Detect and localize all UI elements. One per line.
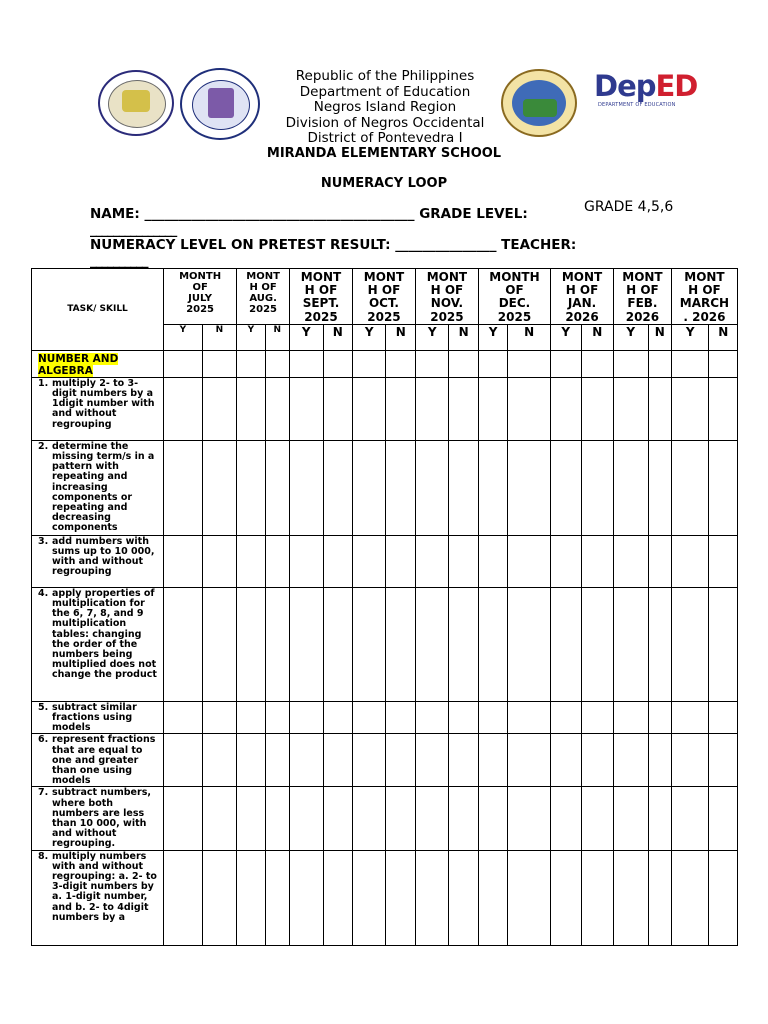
table-row	[32, 440, 738, 535]
checkbox-cell[interactable]	[508, 587, 551, 701]
checkbox-cell[interactable]	[164, 535, 203, 587]
checkbox-cell[interactable]	[551, 787, 581, 850]
task-text: multiply 2- to 3-digit numbers by a 1digit number with and without regrouping	[52, 377, 155, 430]
table-row	[32, 377, 738, 440]
month-line: 2025	[430, 309, 464, 324]
month-line: 2025	[249, 304, 278, 315]
checkbox-cell[interactable]	[265, 377, 289, 440]
checkbox-cell[interactable]	[648, 440, 671, 535]
month-line: OF	[505, 283, 524, 298]
task-skill-cell	[32, 701, 164, 734]
checkbox-cell[interactable]	[290, 350, 324, 377]
checkbox-cell[interactable]	[290, 587, 324, 701]
month-header-july	[164, 269, 237, 325]
task-skill-cell	[32, 587, 164, 701]
checkbox-cell[interactable]	[671, 440, 709, 535]
month-header-oct	[352, 269, 415, 325]
checkbox-cell[interactable]	[237, 850, 265, 945]
month-line: H OF	[430, 283, 464, 298]
checkbox-cell[interactable]	[671, 587, 709, 701]
checkbox-cell[interactable]	[614, 377, 649, 440]
checkbox-cell[interactable]	[265, 787, 289, 850]
yes-header: Y	[290, 324, 324, 350]
checkbox-cell[interactable]	[581, 535, 614, 587]
checkbox-cell[interactable]	[352, 535, 386, 587]
checkbox-cell[interactable]	[323, 440, 352, 535]
checkbox-cell[interactable]	[202, 535, 237, 587]
checkbox-cell[interactable]	[352, 701, 386, 734]
checkbox-cell[interactable]	[265, 587, 289, 701]
division-seal-logo	[98, 70, 174, 136]
checkbox-cell[interactable]	[386, 350, 415, 377]
checkbox-cell[interactable]	[581, 587, 614, 701]
month-line: H OF	[565, 283, 599, 298]
checkbox-cell[interactable]	[581, 734, 614, 787]
no-header: N	[386, 324, 415, 350]
no-header: N	[508, 324, 551, 350]
checkbox-cell[interactable]	[290, 440, 324, 535]
task-text: multiply numbers with and without regrouping: a. 2- to 3-digit numbers by a. 1-digit number, and b. 2- to 4digit numbers by a	[52, 850, 157, 923]
checkbox-cell[interactable]	[508, 734, 551, 787]
checkbox-cell[interactable]	[265, 535, 289, 587]
checkbox-cell[interactable]	[237, 587, 265, 701]
month-line: NOV.	[430, 296, 464, 311]
checkbox-cell[interactable]	[614, 350, 649, 377]
checkbox-cell[interactable]	[449, 734, 478, 787]
checkbox-cell[interactable]	[614, 701, 649, 734]
checkbox-cell[interactable]	[614, 535, 649, 587]
month-header-nov	[415, 269, 478, 325]
checkbox-cell[interactable]	[164, 587, 203, 701]
checkbox-cell[interactable]	[323, 850, 352, 945]
task-skill-cell	[32, 377, 164, 440]
checkbox-cell[interactable]	[581, 350, 614, 377]
table-header-row	[32, 269, 738, 325]
numeracy-teacher-line-continuation: __________	[90, 253, 148, 269]
checkbox-cell[interactable]	[581, 850, 614, 945]
checkbox-cell[interactable]	[709, 350, 738, 377]
checkbox-cell[interactable]	[648, 701, 671, 734]
task-text: determine the missing term/s in a pattern with repeating and increasing components or repeating and decreasing components	[52, 440, 155, 534]
checkbox-cell[interactable]	[415, 587, 449, 701]
checkbox-cell[interactable]	[648, 350, 671, 377]
checkbox-cell[interactable]	[265, 350, 289, 377]
checkbox-cell[interactable]	[164, 850, 203, 945]
month-line: SEPT.	[302, 296, 340, 311]
header-line-department: Department of Education	[299, 83, 471, 100]
month-line: H OF	[249, 282, 277, 293]
deped-subtitle: DEPARTMENT OF EDUCATION	[598, 102, 676, 108]
month-line: MONT	[622, 270, 663, 284]
checkbox-cell[interactable]	[323, 587, 352, 701]
month-line: MONTH	[179, 271, 222, 282]
task-text: add numbers with sums up to 10 000, with and without regrouping	[52, 535, 155, 578]
checkbox-cell[interactable]	[202, 787, 237, 850]
header-line-district: District of Pontevedra I	[307, 130, 463, 146]
checkbox-cell[interactable]	[709, 701, 738, 734]
checkbox-cell[interactable]	[508, 350, 551, 377]
checkbox-cell[interactable]	[449, 850, 478, 945]
table-row	[32, 587, 738, 701]
task-number: 4.	[38, 587, 49, 599]
checkbox-cell[interactable]	[202, 350, 237, 377]
checkbox-cell[interactable]	[508, 787, 551, 850]
checkbox-cell[interactable]	[508, 850, 551, 945]
checkbox-cell[interactable]	[648, 535, 671, 587]
yes-header: Y	[415, 324, 449, 350]
checkbox-cell[interactable]	[648, 587, 671, 701]
checkbox-cell[interactable]	[164, 440, 203, 535]
month-line: 2025	[497, 309, 532, 324]
checkbox-cell[interactable]	[290, 734, 324, 787]
checkbox-cell[interactable]	[352, 734, 386, 787]
checkbox-cell[interactable]	[290, 535, 324, 587]
category-row	[32, 350, 738, 377]
checkbox-cell[interactable]	[478, 701, 507, 734]
task-skill-header: TASK/ SKILL	[32, 269, 164, 351]
checkbox-cell[interactable]	[290, 377, 324, 440]
checkbox-cell[interactable]	[202, 734, 237, 787]
task-rows	[32, 377, 738, 945]
table-row	[32, 701, 738, 734]
checkbox-cell[interactable]	[323, 734, 352, 787]
yes-header: Y	[352, 324, 386, 350]
checkbox-cell[interactable]	[202, 377, 237, 440]
task-number: 5.	[38, 701, 49, 713]
checkbox-cell[interactable]	[478, 587, 507, 701]
task-skill-cell	[32, 440, 164, 535]
no-header: N	[648, 324, 671, 350]
checkbox-cell[interactable]	[237, 787, 265, 850]
no-header: N	[709, 324, 738, 350]
checkbox-cell[interactable]	[709, 587, 738, 701]
checkbox-cell[interactable]	[415, 535, 449, 587]
yes-header: Y	[551, 324, 581, 350]
school-name: MIRANDA ELEMENTARY SCHOOL	[266, 146, 502, 161]
month-line: 2025	[304, 309, 338, 324]
checkbox-cell[interactable]	[415, 350, 449, 377]
checkbox-cell[interactable]	[648, 850, 671, 945]
checkbox-cell[interactable]	[386, 850, 415, 945]
checkbox-cell[interactable]	[449, 377, 478, 440]
checkbox-cell[interactable]	[323, 701, 352, 734]
yes-header: Y	[614, 324, 649, 350]
month-line: H OF	[626, 283, 659, 298]
checkbox-cell[interactable]	[478, 350, 507, 377]
task-skill-cell	[32, 535, 164, 587]
checkbox-cell[interactable]	[671, 350, 709, 377]
numeracy-teacher-line: NUMERACY LEVEL ON PRETEST RESULT: _______________ TEACHER:	[90, 237, 577, 253]
checkbox-cell[interactable]	[323, 377, 352, 440]
checkbox-cell[interactable]	[202, 701, 237, 734]
checkbox-cell[interactable]	[449, 535, 478, 587]
checkbox-cell[interactable]	[581, 440, 614, 535]
checkbox-cell[interactable]	[202, 850, 237, 945]
checkbox-cell[interactable]	[386, 734, 415, 787]
checkbox-cell[interactable]	[237, 701, 265, 734]
checkbox-cell[interactable]	[237, 350, 265, 377]
no-header: N	[581, 324, 614, 350]
month-line: MONT	[684, 270, 725, 284]
month-header-aug	[237, 269, 290, 325]
month-line: H OF	[304, 283, 338, 298]
checkbox-cell[interactable]	[551, 440, 581, 535]
checkbox-cell[interactable]	[581, 377, 614, 440]
task-number: 6.	[38, 734, 49, 746]
checkbox-cell[interactable]	[386, 440, 415, 535]
checkbox-cell[interactable]	[709, 440, 738, 535]
task-skill-cell	[32, 734, 164, 787]
checkbox-cell[interactable]	[551, 701, 581, 734]
category-label: NUMBER AND ALGEBRA	[38, 352, 119, 377]
checkbox-cell[interactable]	[237, 377, 265, 440]
checkbox-cell[interactable]	[709, 734, 738, 787]
checkbox-cell[interactable]	[415, 440, 449, 535]
checkbox-cell[interactable]	[671, 377, 709, 440]
name-grade-line: NAME: ________________________________________ GRADE LEVEL:	[90, 206, 528, 222]
header-line-division: Division of Negros Occidental	[285, 114, 485, 131]
checkbox-cell[interactable]	[237, 734, 265, 787]
checkbox-cell[interactable]	[415, 850, 449, 945]
checkbox-cell[interactable]	[352, 377, 386, 440]
checkbox-cell[interactable]	[648, 734, 671, 787]
header-line-republic: Republic of the Philippines	[295, 68, 475, 84]
checkbox-cell[interactable]	[709, 377, 738, 440]
checkbox-cell[interactable]	[415, 734, 449, 787]
category-cell	[32, 350, 164, 377]
checkbox-cell[interactable]	[671, 535, 709, 587]
no-header: N	[202, 324, 237, 350]
task-text: apply properties of multiplication for the 6, 7, 8, and 9 multiplication tables: changing the order of the numbers being multiplied does not change the product	[52, 587, 157, 681]
checkbox-cell[interactable]	[709, 787, 738, 850]
month-header-feb	[614, 269, 672, 325]
checkbox-cell[interactable]	[290, 850, 324, 945]
month-header-dec	[478, 269, 550, 325]
table-row	[32, 734, 738, 787]
checkbox-cell[interactable]	[323, 787, 352, 850]
yes-header: Y	[671, 324, 709, 350]
checkbox-cell[interactable]	[352, 440, 386, 535]
checkbox-cell[interactable]	[508, 701, 551, 734]
checkbox-cell[interactable]	[352, 350, 386, 377]
checkbox-cell[interactable]	[449, 587, 478, 701]
no-header: N	[449, 324, 478, 350]
checkbox-cell[interactable]	[671, 787, 709, 850]
month-line: MONT	[561, 270, 603, 284]
checkbox-cell[interactable]	[614, 587, 649, 701]
checkbox-cell[interactable]	[164, 350, 203, 377]
table-row	[32, 850, 738, 945]
yes-header: Y	[164, 324, 203, 350]
task-skill-cell	[32, 850, 164, 945]
checkbox-cell[interactable]	[386, 535, 415, 587]
checkbox-cell[interactable]	[478, 377, 507, 440]
name-grade-line-continuation: _______________	[90, 222, 177, 238]
checkbox-cell[interactable]	[352, 787, 386, 850]
month-line: . 2026	[683, 309, 726, 324]
month-line: MONT	[363, 270, 405, 284]
numeracy-loop-table	[31, 268, 738, 946]
month-line: 2026	[625, 309, 660, 324]
checkbox-cell[interactable]	[478, 734, 507, 787]
month-line: MONTH	[489, 270, 540, 284]
checkbox-cell[interactable]	[551, 535, 581, 587]
checkbox-cell[interactable]	[265, 440, 289, 535]
checkbox-cell[interactable]	[164, 701, 203, 734]
yes-header: Y	[478, 324, 507, 350]
checkbox-cell[interactable]	[581, 701, 614, 734]
month-line: MONT	[300, 270, 342, 284]
checkbox-cell[interactable]	[671, 850, 709, 945]
checkbox-cell[interactable]	[323, 350, 352, 377]
checkbox-cell[interactable]	[709, 850, 738, 945]
checkbox-cell[interactable]	[449, 701, 478, 734]
checkbox-cell[interactable]	[614, 734, 649, 787]
month-line: MARCH	[679, 296, 730, 311]
task-number: 1.	[38, 377, 49, 389]
checkbox-cell[interactable]	[478, 535, 507, 587]
checkbox-cell[interactable]	[648, 787, 671, 850]
task-text: subtract similar fractions using models	[52, 701, 137, 734]
task-text: subtract numbers, where both numbers are less than 10 000, with and without regrouping.	[52, 787, 151, 850]
checkbox-cell[interactable]	[386, 587, 415, 701]
table-row	[32, 787, 738, 850]
checkbox-cell[interactable]	[386, 377, 415, 440]
task-number: 8.	[38, 850, 49, 862]
table-row	[32, 535, 738, 587]
month-line: DEC.	[498, 296, 531, 311]
document-title: NUMERACY LOOP	[320, 176, 448, 191]
checkbox-cell[interactable]	[352, 850, 386, 945]
checkbox-cell[interactable]	[478, 787, 507, 850]
checkbox-cell[interactable]	[478, 850, 507, 945]
month-line: H OF	[367, 283, 401, 298]
no-header: N	[265, 324, 289, 350]
task-number: 2.	[38, 440, 49, 452]
checkbox-cell[interactable]	[551, 850, 581, 945]
checkbox-cell[interactable]	[164, 787, 203, 850]
checkbox-cell[interactable]	[386, 701, 415, 734]
checkbox-cell[interactable]	[671, 734, 709, 787]
month-line: 2025	[186, 304, 215, 315]
yes-header: Y	[237, 324, 265, 350]
checkbox-cell[interactable]	[290, 787, 324, 850]
checkbox-cell[interactable]	[614, 850, 649, 945]
task-skill-cell	[32, 787, 164, 850]
deped-logo: DepED DEPARTMENT OF EDUCATION	[594, 69, 698, 108]
checkbox-cell[interactable]	[449, 440, 478, 535]
checkbox-cell[interactable]	[671, 701, 709, 734]
checkbox-cell[interactable]	[202, 440, 237, 535]
checkbox-cell[interactable]	[614, 440, 649, 535]
checkbox-cell[interactable]	[352, 587, 386, 701]
checkbox-cell[interactable]	[508, 377, 551, 440]
checkbox-cell[interactable]	[323, 535, 352, 587]
task-number: 7.	[38, 787, 49, 799]
no-header: N	[323, 324, 352, 350]
task-number: 3.	[38, 535, 49, 547]
checkbox-cell[interactable]	[508, 440, 551, 535]
checkbox-cell[interactable]	[265, 734, 289, 787]
month-line: AUG.	[249, 293, 277, 304]
checkbox-cell[interactable]	[551, 350, 581, 377]
month-header-sept	[290, 269, 353, 325]
month-line: JAN.	[567, 296, 597, 311]
checkbox-cell[interactable]	[551, 734, 581, 787]
month-line: JULY	[188, 293, 213, 304]
month-line: OF	[192, 282, 208, 293]
checkbox-cell[interactable]	[415, 787, 449, 850]
month-line: 2026	[565, 309, 599, 324]
month-line: MONT	[426, 270, 468, 284]
grade-value: GRADE 4,5,6	[584, 199, 674, 215]
checkbox-cell[interactable]	[237, 535, 265, 587]
header-address	[230, 69, 540, 147]
month-header-jan	[551, 269, 614, 325]
checkbox-cell[interactable]	[551, 377, 581, 440]
month-line: MONT	[246, 271, 280, 282]
month-line: FEB.	[627, 296, 658, 311]
checkbox-cell[interactable]	[508, 535, 551, 587]
checkbox-cell[interactable]	[164, 734, 203, 787]
checkbox-cell[interactable]	[581, 787, 614, 850]
checkbox-cell[interactable]	[415, 377, 449, 440]
checkbox-cell[interactable]	[449, 350, 478, 377]
checkbox-cell[interactable]	[164, 377, 203, 440]
month-line: OCT.	[368, 296, 399, 311]
checkbox-cell[interactable]	[290, 701, 324, 734]
month-line: 2025	[367, 309, 401, 324]
header-line-region: Negros Island Region	[313, 99, 457, 115]
month-line: H OF	[688, 283, 721, 298]
checkbox-cell[interactable]	[449, 787, 478, 850]
checkbox-cell[interactable]	[415, 701, 449, 734]
task-text: represent fractions that are equal to one and greater than one using models	[52, 734, 156, 787]
checkbox-cell[interactable]	[265, 850, 289, 945]
checkbox-cell[interactable]	[709, 535, 738, 587]
checkbox-cell[interactable]	[614, 787, 649, 850]
checkbox-cell[interactable]	[265, 701, 289, 734]
checkbox-cell[interactable]	[648, 377, 671, 440]
checkbox-cell[interactable]	[386, 787, 415, 850]
checkbox-cell[interactable]	[551, 587, 581, 701]
checkbox-cell[interactable]	[202, 587, 237, 701]
checkbox-cell[interactable]	[237, 440, 265, 535]
month-header-march	[671, 269, 737, 325]
checkbox-cell[interactable]	[478, 440, 507, 535]
